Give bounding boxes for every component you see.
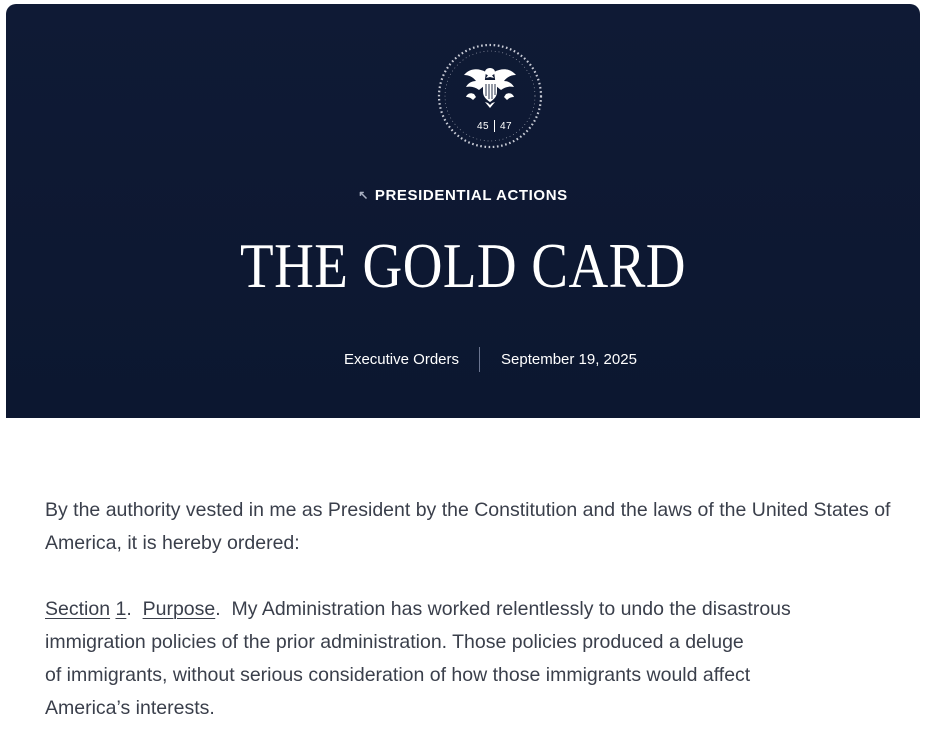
seal-number-right: 47 [500, 121, 513, 132]
post-meta [6, 347, 920, 373]
page-title: THE GOLD CARD [240, 230, 686, 301]
section-text-line: of immigrants, without serious consideration of how those immigrants would affect [45, 664, 751, 686]
page-header [6, 4, 920, 418]
eagle-icon [464, 68, 516, 108]
presidential-seal-icon [436, 42, 544, 150]
intro-paragraph: By the authority vested in me as President by the Constitution and the laws of the United States of America, it is hereby ordered: [45, 499, 891, 554]
section-1-paragraph: Section 1. Purpose. My Administration has worked relentlessly to undo the disastrous immigration policies of the prior administration. Those policies produced a deluge of immigrants, without serious consideration of how those immigrants would affect America’s interests. [45, 598, 791, 719]
section-heading: Purpose [142, 598, 216, 620]
article-body [45, 494, 905, 725]
section-label: Section [45, 598, 111, 620]
section-text-line: immigration policies of the prior administration. Those policies produced a deluge [45, 631, 744, 653]
arrow-up-left-icon: ↖ [358, 188, 369, 202]
seal-graphic [436, 42, 544, 150]
seal-number-left: 45 [477, 121, 490, 132]
meta-date: September 19, 2025 [501, 351, 637, 368]
meta-category-link[interactable]: Executive Orders [343, 351, 459, 368]
seal-number-divider [494, 120, 495, 132]
category-label: PRESIDENTIAL ACTIONS [374, 187, 568, 204]
category-link[interactable] [6, 187, 920, 204]
meta-divider [479, 347, 480, 372]
section-text-line: America’s interests. [45, 697, 215, 719]
section-number: 1 [115, 598, 127, 620]
section-text-line: My Administration has worked relentlessly to undo the disastrous [231, 598, 791, 620]
